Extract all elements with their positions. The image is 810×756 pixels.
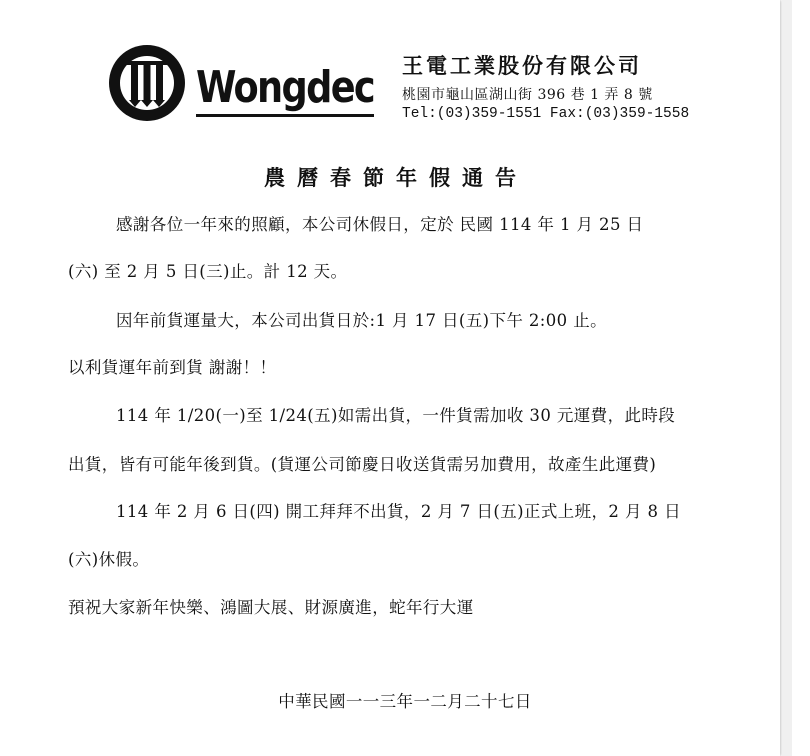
notice-line: 感謝各位一年來的照顧，本公司休假日，定於 民國 114 年 1 月 25 日 — [116, 215, 644, 234]
company-info — [402, 56, 689, 122]
notice-date: 中華民國一一三年一二月二十七日 — [278, 692, 532, 711]
notice-line: 以利貨運年前到貨 謝謝！！ — [68, 358, 277, 377]
company-contact: Tel:(03)359-1551 Fax:(03)359-1558 — [402, 106, 690, 122]
viewer-margin — [782, 0, 792, 756]
notice-title: 農曆春節年假通告 — [264, 166, 528, 190]
notice-line: (六)休假。 — [68, 550, 150, 569]
notice-line: (六) 至 2 月 5 日(三)止。計 12 天。 — [68, 262, 348, 281]
logo-wordmark: Wongdec — [196, 62, 374, 113]
notice-line: 預祝大家新年快樂、鴻圖大展、財源廣進，蛇年行大運 — [68, 598, 474, 617]
company-logo — [104, 52, 376, 122]
notice-line: 因年前貨運量大，本公司出貨日於:1 月 17 日(五)下午 2:00 止。 — [116, 311, 608, 330]
notice-line: 114 年 1/20(一)至 1/24(五)如需出貨，一件貨需加收 30 元運費，此時段 — [116, 406, 676, 425]
notice-line: 114 年 2 月 6 日(四) 開工拜拜不出貨，2 月 7 日(五)正式上班，2 月 8 日 — [116, 502, 681, 521]
company-name: 王電工業股份有限公司 — [402, 54, 642, 78]
wongdec-logo-icon — [104, 52, 376, 122]
notice-line: 出貨，皆有可能年後到貨。(貨運公司節慶日收送貨需另加費用，故產生此運費) — [68, 455, 657, 474]
company-address: 桃園市龜山區湖山街 396 巷 1 弄 8 號 — [402, 87, 653, 103]
